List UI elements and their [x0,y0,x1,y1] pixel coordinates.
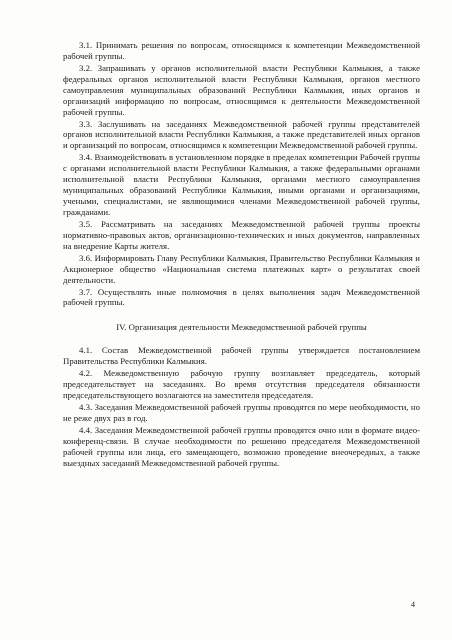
paragraph-3-2: 3.2. Запрашивать у органов исполнительной власти Республики Калмыкия, а также федеральных органов исполнительной власти Республики Калмыкия, органов местного самоуправления муниципальных образований Республики Калмыкия, иных органов и организаций информацию по вопросам, относящимся к деятельности Межведомственной рабочей группы. [63,62,420,117]
paragraph-3-7: 3.7. Осуществлять иные полномочия в целях выполнения задач Межведомственной рабочей группы. [63,286,420,308]
paragraph-3-1: 3.1. Принимать решения по вопросам, относящимся к компетенции Межведомственной рабочей группы. [63,40,420,61]
section-heading: IV. Организация деятельности Межведомственной рабочей группы [116,322,367,333]
paragraph-4-3: 4.3. Заседания Межведомственной рабочей группы проводятся по мере необходимости, но не реже двух раз в год. [63,401,420,423]
paragraph-3-5: 3.5. Рассматривать на заседаниях Межведомственной рабочей группы проекты нормативно-правовых актов, организационно-технических и иных документов, направленных на внедрение Карты жителя. [63,218,420,251]
paragraph-4-1: 4.1. Состав Межведомственной рабочей группы утверждается постановлением Правительства Республики Калмыкия. [63,345,420,367]
paragraph-4-4: 4.4. Заседания Межведомственной рабочей группы проводятся очно или в формате видео-конференц-связи. В случае необходимости по решению председателя Межведомственной рабочей группы или лица, его замещающего, возможно проведение внеочередных, а также выездных заседаний Межведомственной рабочей группы. [63,424,420,468]
paragraph-3-4: 3.4. Взаимодействовать в установленном порядке в пределах компетенции Рабочей группы с органами исполнительной власти Республики Калмыкия, а также федеральными органами исполнительной власти Республики Калмыкия, органами местного самоуправления муниципальных образований Республики Калмыкия, иными органами и организациями, учеными, специалистами, не являющимися членами Межведомственной рабочей группы, гражданами. [63,152,420,217]
page-number: 4 [411,600,415,609]
paragraph-3-6: 3.6. Информировать Главу Республики Калмыкия, Правительство Республики Калмыкия и Акционерное общество «Национальная система платежных карт» о результатах своей деятельности. [63,252,420,285]
paragraph-4-2: 4.2. Межведомственную рабочую группу возглавляет председатель, который председательствует на заседаниях. Во время отсутствия председателя обязанности председательствующего возлагаются на заместителя председателя. [63,368,420,400]
document-body [63,40,420,470]
paragraph-3-3: 3.3. Заслушивать на заседаниях Межведомственной рабочей группы представителей органов исполнительной власти Республики Калмыкия, а также представителей иных органов и организаций по вопросам, относящимся к компетенции Межведомственной рабочей группы. [63,118,420,151]
